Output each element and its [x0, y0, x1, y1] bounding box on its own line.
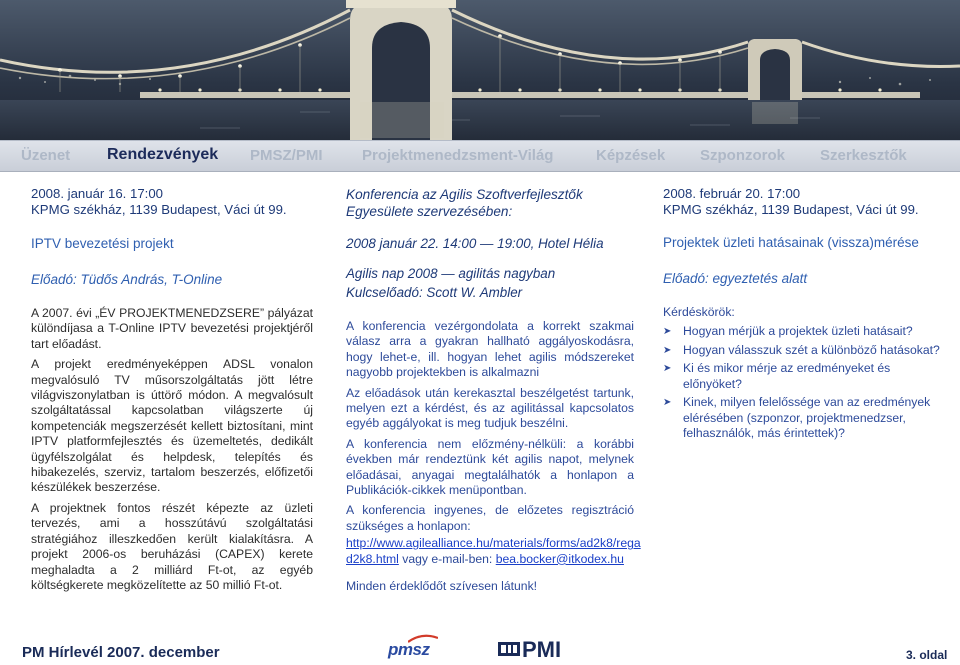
list-item	[663, 361, 943, 392]
registration-line	[346, 536, 641, 567]
event-date: 2008. február 20. 17:00	[663, 186, 801, 201]
event-place: KPMG székház, 1139 Budapest, Váci út 99.	[31, 202, 287, 217]
pmi-logo-text: PMI	[522, 637, 562, 660]
event-speaker: Előadó: egyeztetés alatt	[663, 271, 808, 286]
event-date: 2008. január 16. 17:00	[31, 186, 163, 201]
list-item	[663, 324, 943, 340]
topics-list	[663, 324, 943, 442]
paragraph: A konferencia ingyenes, de előzetes regisztráció szükséges a honlapon:	[346, 503, 634, 533]
event-column-3	[663, 186, 943, 445]
registration-link[interactable]: http://www.agilealliance.hu/materials/forms/ad2k8/rega	[346, 536, 641, 551]
arrow-bullet-icon: ➤	[663, 326, 672, 338]
nav-item-rendezvenyek[interactable]: Rendezvények	[107, 146, 219, 163]
arrow-bullet-icon: ➤	[663, 344, 672, 356]
pmi-logo-graphic	[498, 636, 588, 660]
registration-link-cont[interactable]: d2k8.html	[346, 551, 399, 566]
keynote-speaker: Kulcselőadó: Scott W. Ambler	[346, 285, 523, 300]
nav-item-pmsz-pmi[interactable]: PMSZ/PMI	[250, 147, 323, 164]
event-date: 2008 január 22. 14:00 — 19:00, Hotel Hélia	[346, 236, 604, 251]
list-item	[663, 343, 943, 359]
topics-label: Kérdéskörök:	[663, 305, 735, 319]
nav-item-szerkesztok[interactable]: Szerkesztők	[820, 147, 907, 164]
nav-item-szponzorok[interactable]: Szponzorok	[700, 147, 785, 164]
page-number: 3. oldal	[906, 648, 948, 662]
paragraph: A projektnek fontos részét képezte az üzleti tervezés, ami a hosszútávú szolgáltatási stratégiához illeszkedően került kialakításra. A projekt 2006-os beruházási (CAPEX) kerete meghaladta a 2 milliárd Ft-ot, az egyéb költségkerete megközelítette az 50 millió Ft-ot.	[31, 500, 313, 592]
list-item	[663, 395, 943, 442]
chain-bridge-illustration	[0, 0, 960, 140]
event-column-1	[31, 186, 313, 593]
event-place: KPMG székház, 1139 Budapest, Váci út 99.	[663, 202, 919, 217]
conference-heading: Konferencia az Agilis Szoftverfejlesztők Egyesülete szervezésében:	[346, 187, 583, 219]
closing-text: Minden érdeklődőt szívesen látunk!	[346, 579, 538, 594]
arrow-bullet-icon: ➤	[663, 363, 672, 375]
header-banner-image	[0, 0, 960, 140]
paragraph: A 2007. évi „ÉV PROJEKTMENEDZSERE” pályázat különdíjasa a T-Online IPTV bevezetési projektjéről tart előadást.	[31, 306, 313, 351]
paragraph: A konferencia nem előzmény-nélküli: a korábbi években már rendeztünk két agilis napot, melynek előadásai, anyagai megtalálhatók a honlapon a Publikációk-cikkek menüpontban.	[346, 436, 634, 498]
pmi-logo	[498, 636, 588, 665]
pmsz-logo	[388, 640, 429, 660]
newsletter-title: PM Hírlevél 2007. december	[22, 644, 220, 661]
main-nav	[0, 140, 960, 172]
topic-text: Hogyan mérjük a projektek üzleti hatásait?	[683, 324, 913, 339]
email-link[interactable]: bea.bocker@itkodex.hu	[495, 551, 624, 566]
arrow-bullet-icon: ➤	[663, 397, 672, 409]
pmsz-logo-text: pmsz	[388, 640, 430, 659]
event-title: Projektek üzleti hatásainak (vissza)mérése	[663, 235, 919, 250]
paragraph: A konferencia vezérgondolata a korrekt szakmai válasz arra a gyakran hallható aggályoskodásra, hogy lehet-e, ill. hogyan lehet agilis módszereket nagyobb projektekben is alkalmazni	[346, 319, 634, 380]
paragraph: Az előadások után kerekasztal beszélgetést tartunk, melyen ezt a kérdést, és az agilitással kapcsolatos egyéb aggályokat is meg tudjuk beszélni.	[346, 385, 634, 431]
nav-item-kepzesek[interactable]: Képzések	[596, 147, 666, 164]
nav-item-uzenet[interactable]: Üzenet	[21, 147, 71, 164]
paragraph-part: A megvalósult szolgáltatással kapcsolatban világszerte új kompetenciák megszerzését kellett biztosítani, mint IPTV platformfejlesztés és üzemeltetés, dedikált ügyfélszolgálat és helpdesk, telepítés és hibakezelés, szerviz, tartalom beszerzés, előfizetői készülékek beszerzése.	[31, 388, 313, 495]
or-email-text: vagy e-mail-ben:	[398, 551, 496, 566]
event-title: IPTV bevezetési projekt	[31, 236, 174, 251]
topic-text: Kinek, milyen felelőssége van az eredmények elérésében (szponzor, projektmenedzser, felhasználók, más érintettek)?	[683, 395, 931, 441]
paragraph	[31, 357, 313, 496]
paragraph-part: A projekt eredményeképpen ADSL vonalon megvalósuló TV műsorszolgáltatás jött létre világviszonylatban is úttörő módon.	[31, 357, 313, 403]
topic-text: Ki és mikor mérje az eredményeket és előnyöket?	[683, 361, 891, 391]
pmsz-swoosh-icon	[408, 634, 438, 644]
nav-item-projektmenedzsment-vilag[interactable]: Projektmenedzsment-Világ	[362, 147, 554, 164]
topic-text: Hogyan válasszuk szét a különböző hatásokat?	[683, 342, 940, 357]
event-speaker: Előadó: Tüdős András, T-Online	[31, 272, 223, 287]
event-column-2	[346, 186, 641, 595]
event-title: Agilis nap 2008 — agilitás nagyban	[346, 266, 556, 281]
